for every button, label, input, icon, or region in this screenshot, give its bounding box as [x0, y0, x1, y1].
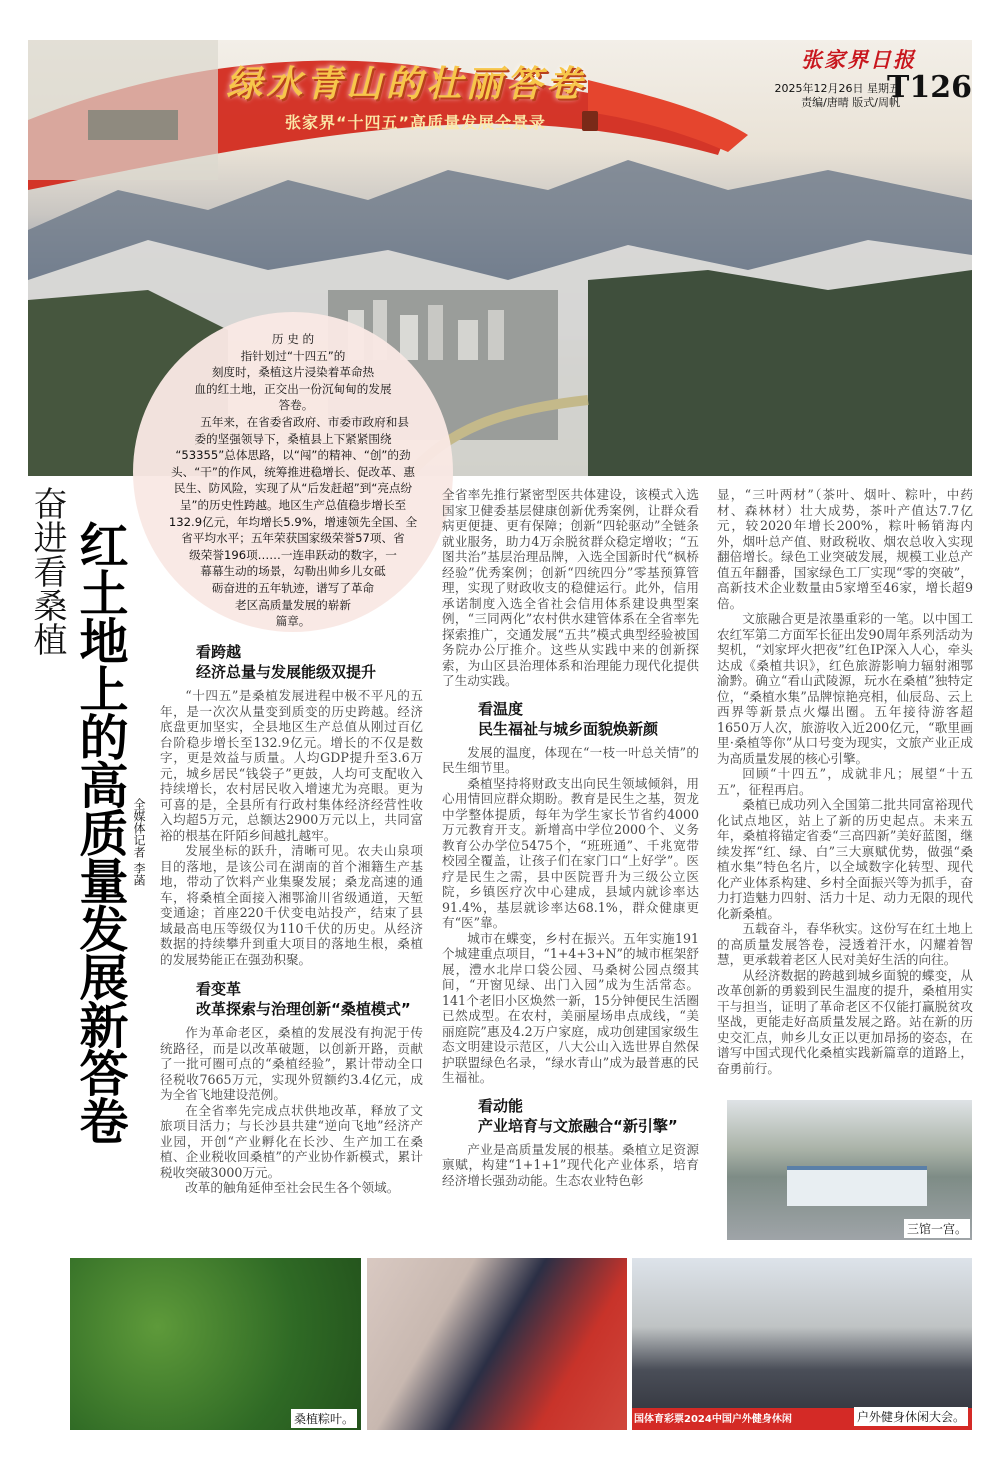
paragraph: 回顾“十四五”，成就非凡；展望“十五五”，征程再启。 — [717, 766, 973, 797]
paragraph: 产业是高质量发展的根基。桑植立足资源禀赋，构建“1+1+1”现代化产业体系，培育经济增长强劲动能。生态农业特色彰 — [442, 1141, 699, 1188]
section-heading — [160, 979, 423, 1019]
headline-title: 红土地上的高质量发展新答卷 — [72, 520, 129, 1144]
banner-title: 绿水青山的壮丽答卷 — [226, 64, 587, 105]
paragraph: 发展坐标的跃升，清晰可见。农夫山泉项目的落地，是该公司在湖南的首个湘籍生产基地，带动了饮料产业集聚发展；桑龙高速的通车，将桑植全面接入湘鄂渝川省级通道，天堑变通途；首座220千伏变电站投产，结束了县域最高电压等级仅为110千伏的历史。从经济数据的持续攀升到重大项目的落地生根，桑植的发展势能正在强劲积聚。 — [160, 843, 423, 967]
section-kicker: 看动能 — [478, 1096, 524, 1115]
photo-caption: 户外健身休闲大会。 — [854, 1407, 968, 1426]
intro-line: 呈”的历史性跨越。地区生产总值稳步增长至 — [179, 497, 407, 512]
column-1 — [160, 636, 423, 1196]
intro-line: “53355”总体思路，以“闯”的精神、“创”的劲 — [175, 448, 411, 463]
paragraph: 显，“三叶两材”（茶叶、烟叶、粽叶，中药材、森林材）壮大成势，茶叶产值达7.7亿元，较2020年增长200%，粽叶畅销海内外，烟叶总产值、财政税收、烟农总收入实现翻倍增长。绿色工业突破发展，规模工业总产值五年翻番，国家绿色工厂实现“零的突破”，高新技术企业数量由5家增至46家，增长超9倍。 — [717, 487, 973, 611]
intro-text — [133, 331, 493, 630]
paragraph: 城市在蝶变，乡村在振兴。五年实施191个城建重点项目，“1+4+3+N”的城市框架舒展，澧水北岸口袋公园、马桑树公园点缀其间，“开窗见绿、出门入园”成为生活常态。141个老旧小区焕然一新，15分钟便民生活圈已然成型。在农村，美丽屋场串点成线，“美丽庭院”惠及4.2万户家庭，成功创建国家级生态文明建设示范区，八大公山入选世界自然保护联盟绿色名录，“绿水青山”成为最普惠的民生福祉。 — [442, 930, 699, 1085]
masthead — [742, 44, 972, 110]
section-subtitle: 民生福祉与城乡面貌焕新颜 — [478, 719, 659, 738]
newspaper-logo: 张家界日报 — [801, 48, 916, 72]
paragraph: 全省率先推行紧密型医共体建设，该模式入选国家卫健委基层健康创新优秀案例，让群众看病更便捷、更有保障；创新“四轮驱动”全链条就业服务，助力4万余脱贫群众稳定增收；“五图共治”基层治理品牌，入选全国新时代“枫桥经验”优秀案例；创新“四统四分”零基预算管理，实现了财政收支的稳健运行。此外，信用承诺制度入选全省社会信用体系建设典型案例，“三同两化”农村供水建管体系在全省率先探索推广，交通发展“五共”模式典型经验被国务院办公厅推介。这些从实践中来的创新探索，为山区县治理体系和治理能力现代化提供了生动实践。 — [442, 487, 699, 688]
section-kicker: 看变革 — [196, 980, 242, 998]
intro-line: 民生、防风险，实现了从“后发赶超”到“亮点纷 — [173, 481, 413, 496]
paragraph: 在全省率先完成点状供地改革，释放了文旅项目活力；与长沙县共建“逆向飞地”经济产业园，开创“产业孵化在长沙、生产加工在桑植、企业税收回桑植”的产业协作新模式，累计税收突破3000万元。 — [160, 1102, 423, 1180]
page-number: T126 — [887, 70, 972, 105]
intro-line: 答卷。 — [278, 398, 493, 413]
paragraph: 改革的触角延伸至社会民生各个领域。 — [185, 1180, 400, 1195]
section-subtitle: 经济总量与发展能级双提升 — [196, 663, 377, 681]
intro-line: 132.9亿元，年均增长5.9%，增速领先全国、全 — [168, 514, 418, 529]
section-subtitle: 改革探索与治理创新“桑植模式” — [196, 1000, 411, 1018]
race-banner-text: 国体育彩票2024中国户外健身休闲 — [634, 1414, 792, 1425]
intro-line: 篇章。 — [275, 614, 311, 629]
museum-photo — [727, 1100, 972, 1240]
column-2 — [442, 487, 699, 1188]
paragraph: 发展的温度，体现在“一枝一叶总关情”的民生细节里。 — [442, 744, 699, 775]
intro-line: 老区高质量发展的崭新 — [235, 597, 351, 612]
paragraph: 文旅融合更是浓墨重彩的一笔。以中国工农红军第二方面军长征出发90周年系列活动为契机，“刘家坪火把夜”红色IP深入人心，牵头达成《桑植共识》，红色旅游影响力辐射湘鄂渝黔。确立“看山武陵源，玩水在桑植”独特定位，“桑植水集”品牌惊艳亮相，仙辰岛、云上西界等新景点火爆出圈。五年接待游客超1650万人次，旅游收入近200亿元，“歌里画里·桑植等你”从口号变为现实，文旅产业正成为高质量发展的核心引擎。 — [717, 611, 973, 766]
section-heading — [442, 699, 699, 739]
intro-line: 级荣誉196项……一连串跃动的数字，一 — [189, 547, 397, 562]
headline-kicker: 奋进看桑植 — [27, 486, 67, 656]
intro-line: 砺奋进的五年轨迹，谱写了革命 — [211, 580, 375, 595]
paragraph: “十四五”是桑植发展进程中极不平凡的五年，是一次次从量变到质变的历史跨越。经济底盘更加坚实，全县地区生产总值从刚过百亿台阶稳步增长至132.9亿元。增长的不仅是数字，更是效益与质量。人均GDP提升至3.6万元，城乡居民“钱袋子”更鼓，人均可支配收入持续增长，农村居民收入增速尤为亮眼。更为可喜的是，全县所有行政村集体经济经营性收入均超5万元，总额达2900万元以上，共同富裕的根基在阡陌乡间越扎越牢。 — [160, 688, 423, 843]
column-3 — [717, 487, 973, 1076]
section-kicker: 看温度 — [478, 699, 524, 718]
seal-stamp-icon — [582, 111, 598, 131]
intro-line: 指针划过“十四五”的 — [240, 348, 346, 363]
paragraph: 桑植已成功列入全国第二批共同富裕现代化试点地区，站上了新的历史起点。未来五年，桑植将锚定省委“三高四新”美好蓝图，继续发挥“红、绿、白”三大禀赋优势，做强“桑植水集”特色名片，以全域数字化转型、现代化产业体系构建、乡村全面振兴等为抓手，奋力打造魅力四射、活力十足、动力无限的现代化新桑植。 — [717, 797, 973, 921]
section-kicker: 看跨越 — [196, 643, 242, 661]
paragraph: 桑植坚持将财政支出向民生领域倾斜，用心用情回应群众期盼。教育是民生之基，贺龙中学整体提质，每年为学生家长节省约4000万元教育开支。新增高中学位2000个、义务教育公办学位5475个，“班班通”、千兆宽带校园全覆盖，让孩子们在家门口“上好学”。医疗是民生之需，县中医院晋升为三级公立医院，乡镇医疗次中心建成，县域内就诊率达91.4%，基层就诊率达68.1%，群众健康更有“医”靠。 — [442, 775, 699, 930]
intro-line: 省平均水平；五年荣获国家级荣誉57项、省 — [181, 531, 405, 546]
section-heading — [160, 642, 423, 682]
intro-line: 血的红土地，正交出一份沉甸甸的发展 — [194, 381, 392, 396]
intro-line: 五年来，在省委省政府、市委市政府和县 — [177, 414, 409, 429]
photo-caption: 桑植粽叶。 — [291, 1409, 357, 1428]
issue-date: 2025年12月26日 星期五 — [774, 82, 900, 95]
intro-line: 委的坚强领导下，桑植县上下紧紧围绕 — [194, 431, 392, 446]
banner-subtitle: 张家界“十四五”高质量发展全景录 — [285, 113, 547, 132]
zongye-photo — [70, 1258, 361, 1430]
section-subtitle: 产业培育与文旅融合“新引擎” — [478, 1116, 678, 1135]
intro-line: 幕幕生动的场景，勾勒出帅乡儿女砥 — [200, 564, 386, 579]
intro-line: 刻度时，桑植这片浸染着革命热 — [211, 365, 375, 380]
paragraph: 作为革命老区，桑植的发展没有拘泥于传统路径，而是以改革破题，以创新开路，贡献了一批可圈可点的“桑植经验”，累计带动全口径税收7665万元，实现外贸额约3.4亿元，成为全省飞地建设范例。 — [160, 1025, 423, 1102]
section-heading — [442, 1096, 699, 1136]
editor-credits: 责编/唐晴 版式/周帆 — [801, 96, 900, 109]
byline: 全媒体记者 李菡 — [132, 798, 146, 886]
students-signing-photo — [367, 1258, 627, 1430]
intro-line: 历 史 的 — [271, 332, 315, 346]
intro-line: 头、“干”的作风，统筹推进稳增长、促改革、惠 — [171, 464, 415, 479]
paragraph: 从经济数据的跨越到城乡面貌的蝶变，从改革创新的勇毅到民生温度的提升，桑植用实干与担当，证明了革命老区不仅能打赢脱贫攻坚战，更能走好高质量发展之路。站在新的历史交汇点，帅乡儿女正以更加昂扬的姿态，在谱写中国式现代化桑植实践新篇章的道路上，奋勇前行。 — [717, 967, 973, 1076]
cycling-race-photo — [632, 1258, 972, 1430]
paragraph: 五载奋斗，春华秋实。这份写在红土地上的高质量发展答卷，浸透着汗水，闪耀着智慧，更承载着老区人民对美好生活的向往。 — [717, 921, 973, 967]
photo-caption: 三馆一宫。 — [904, 1219, 970, 1238]
